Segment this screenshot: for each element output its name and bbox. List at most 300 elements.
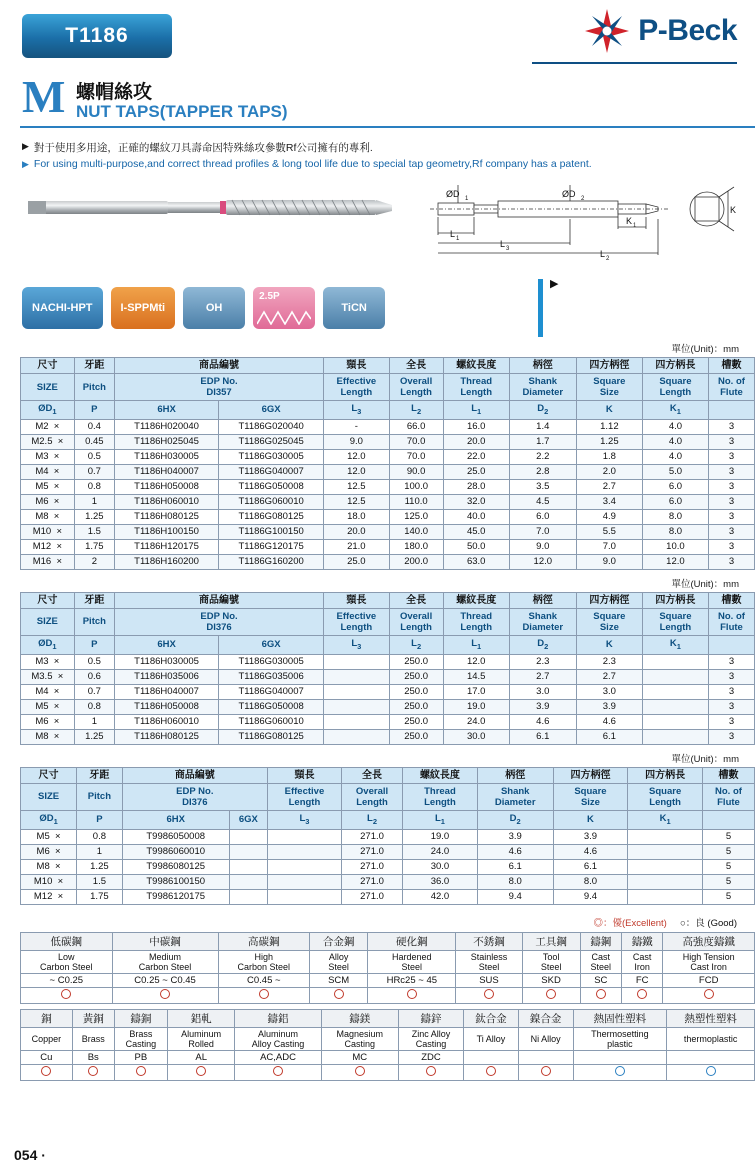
material-code: Cu	[21, 1050, 73, 1064]
cell-thread-length: 20.0	[443, 434, 509, 449]
cell-square-size: 1.25	[576, 434, 642, 449]
material-name-en: Aluminum Rolled	[167, 1027, 234, 1050]
cell-flute: 3	[708, 729, 754, 744]
cell-square-size: 3.9	[553, 829, 628, 844]
cell-square-length: 6.0	[642, 494, 708, 509]
cell-size: M6 ×	[21, 714, 75, 729]
th-size-sym: $ØD_1$	[21, 810, 77, 829]
material-name-cn: 鈦合金	[464, 1009, 519, 1027]
cell-square-size: 4.6	[576, 714, 642, 729]
cell-thread-length: 24.0	[403, 844, 478, 859]
th-edp-cn: 商品編號	[114, 592, 323, 608]
rating-dot	[541, 1066, 551, 1076]
table-row	[21, 684, 755, 699]
cell-edp-6hx: T1186H030005	[114, 449, 218, 464]
cell-thread-length: 36.0	[403, 874, 478, 889]
cell-size: M5 ×	[21, 479, 75, 494]
cell-edp-6gx: T1186G030005	[219, 654, 324, 669]
cell-edp-6gx: T1186G080125	[219, 729, 324, 744]
th-edp-cn: 商品編號	[122, 767, 267, 783]
material-name-en: Aluminum Alloy Casting	[235, 1027, 321, 1050]
table-row	[21, 524, 755, 539]
cell-shank-diameter: 2.8	[509, 464, 576, 479]
th-thread-en: Thread Length	[403, 783, 478, 810]
cell-square-size: 4.9	[576, 509, 642, 524]
cell-size: M8 ×	[21, 509, 75, 524]
rating-dot	[160, 989, 170, 999]
cell-shank-diameter: 2.3	[509, 654, 576, 669]
chip-oh[interactable]: OH	[183, 287, 245, 329]
cell-edp-6hx: T1186H100150	[114, 524, 218, 539]
table-row	[21, 729, 755, 744]
cell-thread-length: 24.0	[443, 714, 509, 729]
cell-edp-6hx: T1186H120175	[114, 539, 218, 554]
rating-dot	[88, 1066, 98, 1076]
cell-square-length	[628, 889, 703, 904]
material-rating	[663, 987, 755, 1003]
material-name-en: Stainless Steel	[456, 950, 522, 973]
th-edp-en: EDP No. DI376	[122, 783, 267, 810]
material-code: SUS	[456, 973, 522, 987]
cell-shank-diameter: 6.1	[477, 859, 553, 874]
th-thread-cn: 螺紋長度	[443, 358, 509, 374]
material-rating	[114, 1064, 167, 1080]
cell-square-size: 2.7	[576, 479, 642, 494]
th-pitch-en: Pitch	[77, 783, 123, 810]
chip-2-5p[interactable]	[253, 287, 315, 329]
th-flute-en: No. of Flute	[708, 374, 754, 401]
cell-pitch: 0.6	[74, 669, 114, 684]
cell-flute: 3	[708, 699, 754, 714]
cell-shank-diameter: 1.4	[509, 419, 576, 434]
cell-square-length	[628, 859, 703, 874]
cell-edp-6hx: T1186H025045	[114, 434, 218, 449]
cell-overall-length: 110.0	[389, 494, 443, 509]
table-row	[21, 829, 755, 844]
chip-i-sppmti[interactable]: I-SPPMti	[111, 287, 176, 329]
cell-size: M8 ×	[21, 729, 75, 744]
th-thread-en: Thread Length	[443, 608, 509, 635]
material-code: SCM	[310, 973, 368, 987]
material-name-en: Ti Alloy	[464, 1027, 519, 1050]
cell-size: M4 ×	[21, 464, 75, 479]
th-size-sym: $ØD_1$	[21, 401, 75, 420]
spec-table-2-body	[21, 654, 755, 744]
material-rating	[464, 1064, 519, 1080]
cell-overall-length: 250.0	[389, 729, 443, 744]
cell-effective-length: 12.0	[324, 464, 389, 479]
material-name-cn: 鋁軋	[167, 1009, 234, 1027]
cell-overall-length: 271.0	[341, 859, 402, 874]
material-name-en: Copper	[21, 1027, 73, 1050]
cell-square-length	[642, 729, 708, 744]
th-shank-cn: 柄徑	[509, 358, 576, 374]
cell-shank-diameter: 3.9	[477, 829, 553, 844]
th-overall-cn: 全長	[389, 358, 443, 374]
chip-2-5p-label: 2.5P	[259, 291, 280, 302]
cell-size: M3 ×	[21, 449, 75, 464]
dim-label-d1: ØD	[446, 189, 460, 199]
rating-dot	[615, 1066, 625, 1076]
material-rating	[21, 987, 113, 1003]
cell-thread-length: 30.0	[403, 859, 478, 874]
th-overall-sym: $L_2$	[341, 810, 402, 829]
cell-square-length	[642, 654, 708, 669]
material-code: AC,ADC	[235, 1050, 321, 1064]
material-name-cn: 中碳鋼	[112, 932, 218, 950]
cell-flute: 3	[708, 669, 754, 684]
cell-size: M6 ×	[21, 844, 77, 859]
material-code: SKD	[522, 973, 580, 987]
material-name-cn: 工具鋼	[522, 932, 580, 950]
cell-edp-6hx: T1186H160200	[114, 554, 218, 569]
cell-pitch: 1	[74, 714, 114, 729]
brand-logo	[584, 8, 737, 54]
th-flute-en: No. of Flute	[702, 783, 754, 810]
material-code: PB	[114, 1050, 167, 1064]
cell-square-size: 3.4	[576, 494, 642, 509]
material-name-cn: 鑄鋁	[235, 1009, 321, 1027]
cell-shank-diameter: 2.2	[509, 449, 576, 464]
th-size-sym: $ØD_1$	[21, 635, 75, 654]
cell-size: M8 ×	[21, 859, 77, 874]
material-name-cn: 鑄鋅	[398, 1009, 463, 1027]
th-overall-cn: 全長	[341, 767, 402, 783]
cell-square-length	[642, 669, 708, 684]
product-code-badge: T1186	[22, 14, 172, 58]
cell-pitch: 1.75	[77, 889, 123, 904]
table-row	[21, 669, 755, 684]
material-rating	[622, 987, 663, 1003]
material-name-cn: 鑄銅	[114, 1009, 167, 1027]
square-shank-view	[690, 187, 737, 231]
th-overall-sym: $L_2$	[389, 635, 443, 654]
cell-size: M10 ×	[21, 524, 75, 539]
cell-square-size: 6.1	[576, 729, 642, 744]
cell-pitch: 0.7	[74, 464, 114, 479]
dim-label-l3: L	[500, 239, 506, 249]
tap-diagram	[10, 175, 750, 275]
cell-overall-length: 271.0	[341, 889, 402, 904]
material-rating	[368, 987, 456, 1003]
cell-edp-6hx: T1186H060010	[114, 494, 218, 509]
th-hex-col: 6HX	[114, 635, 218, 654]
cell-thread-length: 42.0	[403, 889, 478, 904]
cell-edp-6hx: T1186H050008	[114, 479, 218, 494]
cell-thread-length: 19.0	[403, 829, 478, 844]
cell-flute: 3	[708, 494, 754, 509]
th-sqlen-cn: 四方柄長	[642, 358, 708, 374]
dim-label-d2: ØD	[562, 189, 576, 199]
cell-size: M5 ×	[21, 699, 75, 714]
th-shank-sym: $D_2$	[509, 635, 576, 654]
rating-dot	[546, 989, 556, 999]
cell-pitch: 0.5	[74, 449, 114, 464]
th-pitch-sym: P	[77, 810, 123, 829]
cell-effective-length	[267, 874, 341, 889]
material-name-cn: 熱固性塑料	[573, 1009, 667, 1027]
cell-square-size: 6.1	[553, 859, 628, 874]
cell-pitch: 1.75	[74, 539, 114, 554]
cell-overall-length: 271.0	[341, 829, 402, 844]
cell-effective-length	[267, 859, 341, 874]
cell-shank-diameter: 9.0	[509, 539, 576, 554]
cell-thread-length: 12.0	[443, 654, 509, 669]
material-code: ~ C0.25	[21, 973, 113, 987]
cell-effective-length: 21.0	[324, 539, 389, 554]
cell-size: M12 ×	[21, 889, 77, 904]
table-row	[21, 449, 755, 464]
cell-shank-diameter: 4.5	[509, 494, 576, 509]
cell-overall-length: 70.0	[389, 434, 443, 449]
th-thread-cn: 螺紋長度	[443, 592, 509, 608]
th-size-cn: 尺寸	[21, 358, 75, 374]
cell-flute: 3	[708, 539, 754, 554]
spec-table-1-body	[21, 419, 755, 569]
cell-edp-6hx: T9986100150	[122, 874, 229, 889]
material-name-cn: 鎳合金	[518, 1009, 573, 1027]
th-square-sym: K	[576, 635, 642, 654]
cell-effective-length	[324, 654, 389, 669]
rating-dot	[334, 989, 344, 999]
cell-edp-6hx: T9986050008	[122, 829, 229, 844]
th-sqlen-sym: $K_1$	[628, 810, 703, 829]
th-eff-cn: 頸長	[324, 592, 389, 608]
cell-effective-length: 25.0	[324, 554, 389, 569]
cell-edp-6gx	[229, 844, 267, 859]
th-gx-col: 6GX	[229, 810, 267, 829]
material-code: C0.25 ~ C0.45	[112, 973, 218, 987]
spec-table-3	[20, 767, 755, 905]
material-row-cn	[21, 932, 755, 950]
material-name-cn: 熱塑性塑料	[667, 1009, 755, 1027]
th-gx-col: 6GX	[219, 635, 324, 654]
chip-ticn[interactable]: TiCN	[323, 287, 385, 329]
cell-effective-length	[267, 829, 341, 844]
th-sqlen-cn: 四方柄長	[642, 592, 708, 608]
th-eff-cn: 頸長	[324, 358, 389, 374]
cell-square-length: 4.0	[642, 449, 708, 464]
unit-label-1: 單位(Unit)：mm	[671, 344, 739, 355]
material-row-mark	[21, 1064, 755, 1080]
cell-edp-6gx: T1186G050008	[219, 479, 324, 494]
material-name-en: Magnesium Casting	[321, 1027, 398, 1050]
cell-edp-6gx: T1186G040007	[219, 684, 324, 699]
cell-square-size: 2.7	[576, 669, 642, 684]
material-row-cn	[21, 1009, 755, 1027]
material-code: C0.45 ~	[218, 973, 310, 987]
th-size-cn: 尺寸	[21, 592, 75, 608]
material-name-en: Cast Iron	[622, 950, 663, 973]
th-square-en: Square Size	[553, 783, 628, 810]
cell-square-size: 1.12	[576, 419, 642, 434]
material-rating	[167, 1064, 234, 1080]
material-rating	[580, 987, 621, 1003]
cell-flute: 5	[702, 829, 754, 844]
title-block	[10, 71, 745, 130]
material-name-en: Zinc Alloy Casting	[398, 1027, 463, 1050]
cell-pitch: 0.7	[74, 684, 114, 699]
cell-flute: 3	[708, 479, 754, 494]
cell-pitch: 0.8	[74, 479, 114, 494]
cell-shank-diameter: 1.7	[509, 434, 576, 449]
th-shank-en: Shank Diameter	[509, 374, 576, 401]
th-thread-cn: 螺紋長度	[403, 767, 478, 783]
th-edp-cn: 商品編號	[114, 358, 323, 374]
cell-pitch: 1.5	[74, 524, 114, 539]
th-eff-cn: 頸長	[267, 767, 341, 783]
table-row	[21, 479, 755, 494]
material-code	[573, 1050, 667, 1064]
th-flute-en: No. of Flute	[708, 608, 754, 635]
cell-pitch: 0.4	[74, 419, 114, 434]
rating-dot	[355, 1066, 365, 1076]
notes-block	[22, 140, 745, 171]
material-code	[464, 1050, 519, 1064]
cell-size: M2.5 ×	[21, 434, 75, 449]
th-pitch-en: Pitch	[74, 608, 114, 635]
cell-square-size: 7.0	[576, 539, 642, 554]
th-overall-en: Overall Length	[389, 608, 443, 635]
cell-flute: 5	[702, 844, 754, 859]
cell-square-length: 4.0	[642, 434, 708, 449]
cell-thread-length: 22.0	[443, 449, 509, 464]
cell-overall-length: 250.0	[389, 699, 443, 714]
dim-label-k: K	[730, 205, 737, 215]
cell-flute: 5	[702, 874, 754, 889]
material-code: SC	[580, 973, 621, 987]
cell-square-size: 2.0	[576, 464, 642, 479]
material-name-cn: 鑄鐵	[622, 932, 663, 950]
cell-pitch: 0.8	[74, 699, 114, 714]
th-gx-col: 6GX	[219, 401, 324, 420]
cell-edp-6gx	[229, 874, 267, 889]
cell-pitch: 0.8	[77, 829, 123, 844]
chip-nachi-hpt[interactable]: NACHI-HPT	[22, 287, 103, 329]
table-row	[21, 889, 755, 904]
cell-thread-length: 32.0	[443, 494, 509, 509]
cell-shank-diameter: 4.6	[477, 844, 553, 859]
svg-text:2: 2	[581, 196, 585, 202]
cell-square-size: 4.6	[553, 844, 628, 859]
cell-square-size: 3.0	[576, 684, 642, 699]
cell-size: M3 ×	[21, 654, 75, 669]
table-row	[21, 714, 755, 729]
cell-effective-length	[267, 844, 341, 859]
cell-square-size: 5.5	[576, 524, 642, 539]
material-name-en: Thermosetting plastic	[573, 1027, 667, 1050]
cell-effective-length	[324, 684, 389, 699]
th-sqlen-en: Square Length	[628, 783, 703, 810]
material-code: ZDC	[398, 1050, 463, 1064]
cell-edp-6gx: T1186G040007	[219, 464, 324, 479]
th-sqlen-en: Square Length	[642, 608, 708, 635]
cell-size: M12 ×	[21, 539, 75, 554]
cell-edp-6hx: T1186H040007	[114, 684, 218, 699]
th-pitch-cn: 牙距	[74, 358, 114, 374]
tool-drawing	[10, 175, 745, 275]
material-rating	[522, 987, 580, 1003]
th-pitch-en: Pitch	[74, 374, 114, 401]
th-thread-sym: $L_1$	[443, 635, 509, 654]
unit-label-3: 單位(Unit)：mm	[671, 753, 739, 765]
cell-size: M5 ×	[21, 829, 77, 844]
material-rating	[310, 987, 368, 1003]
th-shank-en: Shank Diameter	[509, 608, 576, 635]
material-code: AL	[167, 1050, 234, 1064]
cell-pitch: 1.25	[74, 729, 114, 744]
cell-edp-6gx: T1186G050008	[219, 699, 324, 714]
cell-effective-length	[324, 669, 389, 684]
legend-note	[10, 915, 737, 929]
cell-flute: 3	[708, 449, 754, 464]
material-rating	[398, 1064, 463, 1080]
brand-name: P-Beck	[638, 14, 737, 47]
legend-excellent: ◎：優(Excellent)	[593, 917, 667, 929]
thread-profile-icon	[257, 309, 311, 325]
th-shank-en: Shank Diameter	[477, 783, 553, 810]
legend-good: ○：良 (Good)	[680, 917, 737, 929]
cell-shank-diameter: 3.9	[509, 699, 576, 714]
rating-dot	[637, 989, 647, 999]
material-name-cn: 高碳鋼	[218, 932, 310, 950]
cell-shank-diameter: 2.7	[509, 669, 576, 684]
cell-flute: 3	[708, 464, 754, 479]
material-rating	[21, 1064, 73, 1080]
cell-square-length	[642, 714, 708, 729]
cell-edp-6gx: T1186G080125	[219, 509, 324, 524]
material-name-cn: 不銹鋼	[456, 932, 522, 950]
svg-text:1: 1	[465, 196, 469, 202]
thread-type-letter: M	[22, 71, 66, 122]
cell-effective-length: 12.5	[324, 494, 389, 509]
material-rating	[456, 987, 522, 1003]
cell-overall-length: 271.0	[341, 874, 402, 889]
cell-thread-length: 16.0	[443, 419, 509, 434]
cell-square-size: 9.0	[576, 554, 642, 569]
material-code: HRc25 ~ 45	[368, 973, 456, 987]
th-shank-sym: $D_2$	[477, 810, 553, 829]
cell-edp-6gx	[229, 889, 267, 904]
cell-flute: 3	[708, 524, 754, 539]
cell-edp-6hx: T1186H050008	[114, 699, 218, 714]
cell-overall-length: 250.0	[389, 669, 443, 684]
cell-shank-diameter: 8.0	[477, 874, 553, 889]
cell-edp-6hx: T9986060010	[122, 844, 229, 859]
cell-overall-length: 271.0	[341, 844, 402, 859]
table-row	[21, 464, 755, 479]
svg-text:1: 1	[456, 236, 460, 242]
tap-photo	[28, 200, 392, 215]
material-table-1-body	[21, 932, 755, 1003]
table-row	[21, 874, 755, 889]
rating-dot	[273, 1066, 283, 1076]
table-row	[21, 859, 755, 874]
material-name-en: High Tension Cast Iron	[663, 950, 755, 973]
th-overall-cn: 全長	[389, 592, 443, 608]
cell-size: M6 ×	[21, 494, 75, 509]
page-number: 054 ·	[14, 1147, 46, 1163]
cell-edp-6hx: T1186H080125	[114, 509, 218, 524]
th-flute-cn: 槽數	[702, 767, 754, 783]
cell-pitch: 1	[74, 494, 114, 509]
cell-effective-length: 9.0	[324, 434, 389, 449]
cell-effective-length: 18.0	[324, 509, 389, 524]
cell-effective-length: 20.0	[324, 524, 389, 539]
material-row-code	[21, 973, 755, 987]
rating-dot	[259, 989, 269, 999]
th-edp-en: EDP No. DI376	[114, 608, 323, 635]
